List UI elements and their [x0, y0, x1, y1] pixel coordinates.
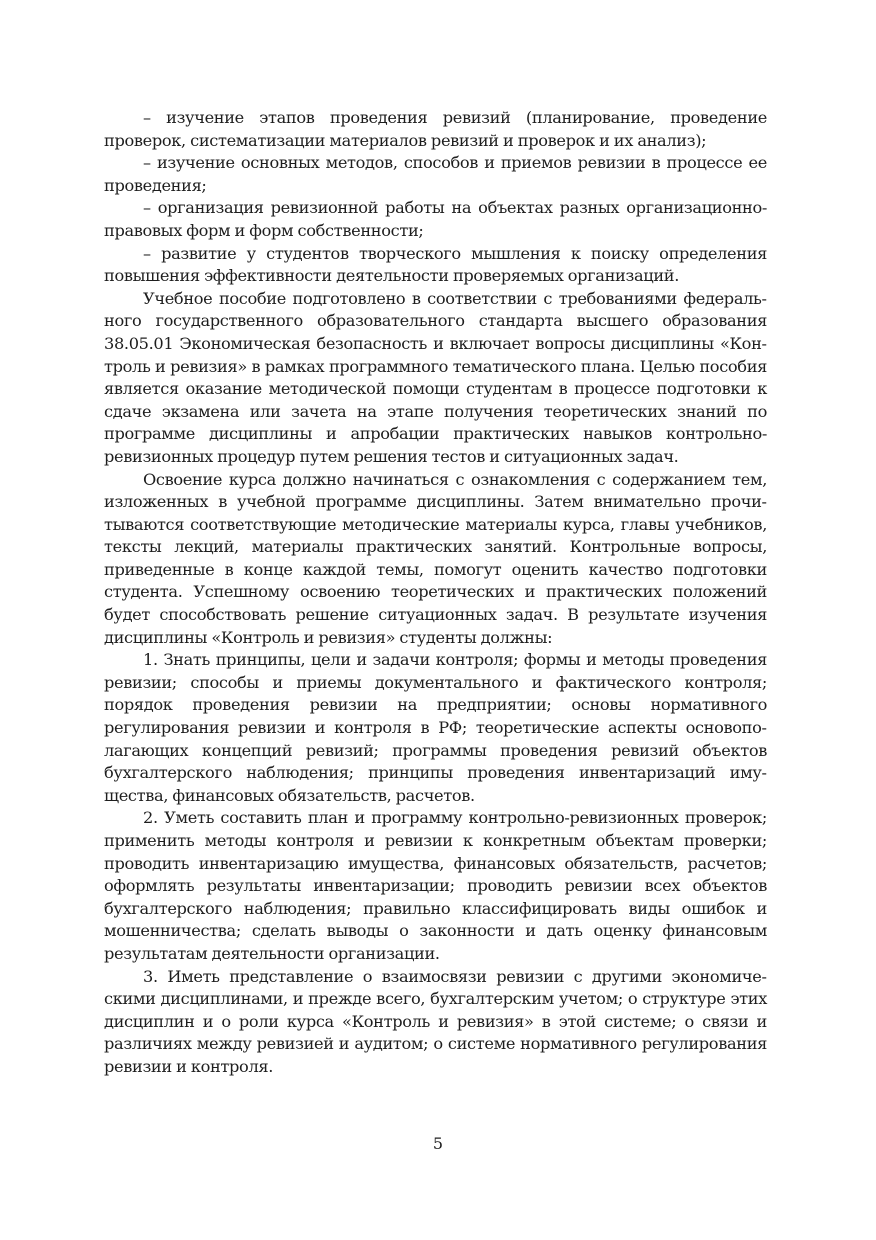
body-text — [104, 107, 767, 1079]
paragraph-organization: – организация ревизионной работы на объектах разных организационно-правовых форм и форм собственности; — [104, 198, 767, 240]
paragraph-stages-study: – изучение этапов проведения ревизий (планирование, проведение проверок, систематизации материалов ревизий и проверок и их анализ); — [104, 108, 767, 150]
paragraph-be-able: 2. Уметь составить план и программу контрольно-ревизионных проверок; применить методы контроля и ревизии к конкретным объектам проверки; проводить инвентаризацию имущества, финансовых обязательств, расчетов; оформлять результаты инвентаризации; проводить ревизии всех объектов бухгалтерского наблюдения; правильно классифицировать виды ошибок и мошенничества; сделать выводы о законности и дать оценку финансовым результатам деятельности организации. — [104, 808, 767, 963]
paragraph-have-idea: 3. Иметь представление о взаимосвязи ревизии с другими экономическими дисциплинами, и прежде всего, бухгалтерским учетом; о структуре этих дисциплин и о роли курса «Контроль и ревизия» в этой системе; о связи и различиях между ревизией и аудитом; о системе нормативного регулирования ревизии и контроля. — [104, 966, 767, 1076]
page-number: 5 — [432, 1134, 444, 1153]
paragraph-course-mastering: Освоение курса должно начинаться с ознакомления с содержанием тем, изложенных в учебной программе дисциплины. Затем внимательно прочитываются соответствующие методические материалы курса, главы учебников, тексты лекций, материалы практических занятий. Контрольные вопросы, приведенные в конце каждой темы, помогут оценить качество подготовки студента. Успешному освоению теоретических и практических положений будет способствовать решение ситуационных задач. В результате изучения дисциплины «Контроль и ревизия» студенты должны: — [104, 469, 767, 647]
paragraph-methods-study: – изучение основных методов, способов и приемов ревизии в процессе ее проведения; — [104, 153, 767, 195]
paragraph-creative-thinking: – развитие у студентов творческого мышления к поиску определения повышения эффективности деятельности проверяемых организаций. — [104, 243, 767, 286]
paragraph-standard: Учебное пособие подготовлено в соответствии с требованиями федерального государственного образовательного стандарта высшего образования 38.05.01 Экономическая безопасность и включает вопросы дисциплины «Контроль и ревизия» в рамках программного тематического плана. Целью пособия является оказание методической помощи студентам в процессе подготовки к сдаче экзамена или зачета на этапе получения теоретических знаний по программе дисциплины и апробации практических навыков контрольно-ревизионных процедур путем решения тестов и ситуационных задач. — [104, 288, 767, 466]
paragraph-know: 1. Знать принципы, цели и задачи контроля; формы и методы проведения ревизии; способы и приемы документального и фактического контроля; порядок проведения ревизии на предприятии; основы нормативного регулирования ревизии и контроля в РФ; теоретические аспекты основополагающих концепций ревизий; программы проведения ревизий объектов бухгалтерского наблюдения; принципы проведения инвентаризаций имущества, финансовых обязательств, расчетов. — [104, 650, 767, 805]
